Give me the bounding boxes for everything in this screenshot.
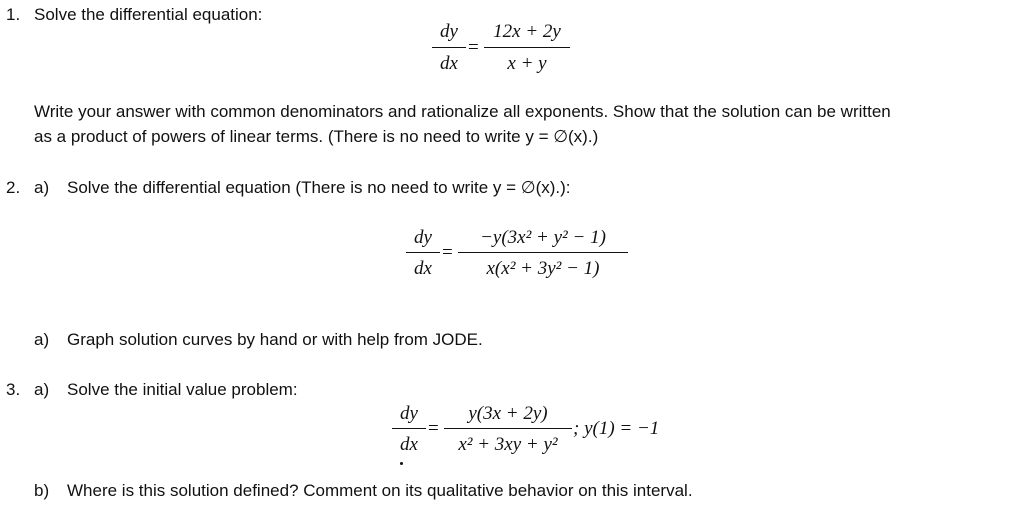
problem-3-part-b-label: b)	[34, 481, 50, 500]
problem-2-part-a-text: Solve the differential equation (There is no need to write y = ∅(x).):	[67, 178, 571, 197]
eq1-lhs-numerator: dy	[440, 21, 458, 42]
problem-1-instructions-line-2: as a product of powers of linear terms. (There is no need to write y = ∅(x).)	[34, 127, 599, 146]
eq3-rhs-numerator: y(3x + 2y)	[468, 403, 548, 424]
eq2-lhs-numerator: dy	[414, 227, 432, 248]
eq3-rhs-denominator: x² + 3xy + y²	[458, 434, 558, 455]
problem-2-part-b-label: a)	[34, 330, 50, 349]
eq3-lhs-denominator: dx	[400, 434, 418, 455]
eq3-initial-condition: ; y(1) = −1	[573, 418, 660, 439]
problem-1-number: 1.	[6, 5, 21, 24]
eq2-rhs-fraction-bar	[458, 252, 628, 253]
eq3-rhs-fraction-bar	[444, 428, 572, 429]
eq1-lhs-denominator: dx	[440, 53, 458, 74]
problem-3-number: 3.	[6, 380, 21, 399]
eq1-equals: =	[468, 37, 479, 58]
eq2-rhs-numerator: −y(3x² + y² − 1)	[480, 227, 606, 248]
eq1-rhs-numerator: 12x + 2y	[493, 21, 561, 42]
eq2-equals: =	[442, 242, 453, 263]
eq3-lhs-fraction-bar	[392, 428, 426, 429]
problem-3-part-a-text: Solve the initial value problem:	[67, 380, 298, 399]
problem-2-part-b-text: Graph solution curves by hand or with help from JODE.	[67, 330, 483, 349]
problem-1-heading: Solve the differential equation:	[34, 5, 263, 24]
eq3-lhs-numerator: dy	[400, 403, 418, 424]
eq2-lhs-fraction-bar	[406, 252, 440, 253]
eq3-equals: =	[428, 418, 439, 439]
problem-3-part-a-label: a)	[34, 380, 50, 399]
eq2-lhs-denominator: dx	[414, 258, 432, 279]
eq1-lhs-fraction-bar	[432, 47, 466, 48]
problem-3-part-b-text: Where is this solution defined? Comment on its qualitative behavior on this interval.	[67, 481, 693, 500]
eq1-rhs-denominator: x + y	[507, 53, 547, 74]
problem-2-number: 2.	[6, 178, 21, 197]
eq1-rhs-fraction-bar	[484, 47, 570, 48]
stray-dot-mark	[400, 462, 403, 465]
problem-1-instructions-line-1: Write your answer with common denominators and rationalize all exponents. Show that the solution can be written	[34, 102, 891, 121]
problem-2-part-a-label: a)	[34, 178, 50, 197]
eq2-rhs-denominator: x(x² + 3y² − 1)	[486, 258, 600, 279]
